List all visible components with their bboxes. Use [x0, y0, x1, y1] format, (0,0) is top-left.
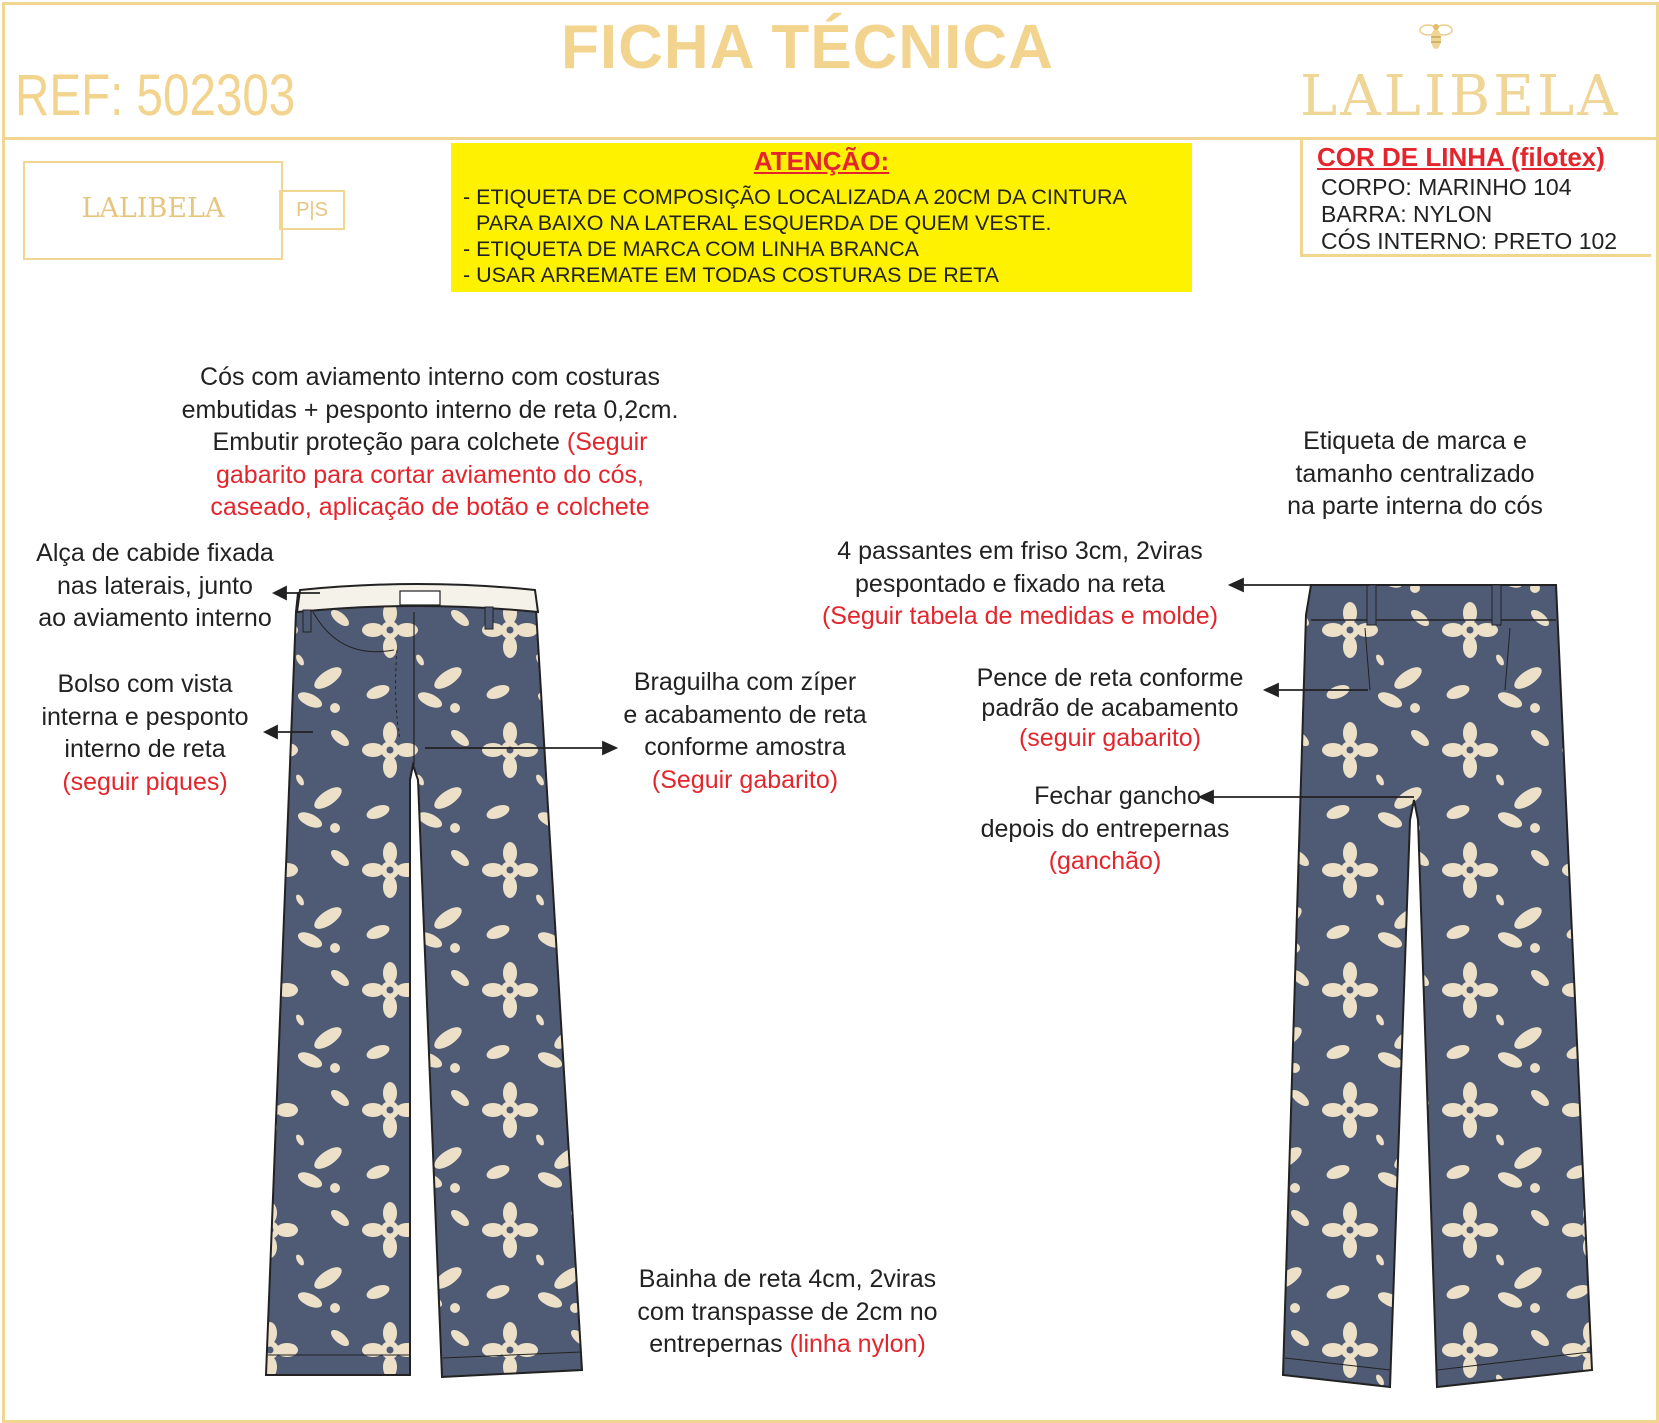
- label-brand-text: LALIBELA: [81, 193, 225, 224]
- thread-color-line: CÓS INTERNO: PRETO 102: [1321, 228, 1618, 254]
- note-belt-loops: [800, 535, 1240, 633]
- note-text-red: (linha nylon): [789, 1330, 926, 1358]
- note-line: (Seguir gabarito): [651, 765, 839, 794]
- note-hanger-loop: [10, 537, 300, 635]
- note-brand-label: [1255, 425, 1575, 523]
- thread-color-line: BARRA: NYLON: [1321, 201, 1493, 227]
- note-line: interna e pesponto: [41, 702, 249, 731]
- note-line: depois do entrepernas: [980, 814, 1230, 843]
- note-line: 4 passantes em friso 3cm, 2viras: [837, 537, 1203, 565]
- note-line: gabarito para cortar aviamento do cós,: [215, 460, 644, 489]
- note-text-red: (Seguir: [566, 428, 648, 456]
- note-line: [600, 1328, 975, 1361]
- note-line: caseado, aplicação de botão e colchete: [210, 493, 650, 521]
- thread-color-line: CORPO: MARINHO 104: [1321, 174, 1572, 200]
- back-pants-drawing: [1283, 585, 1592, 1387]
- note-line: com transpasse de 2cm no: [637, 1297, 938, 1326]
- attention-title: ATENÇÃO:: [753, 146, 890, 176]
- note-line: Bolso com vista: [57, 670, 233, 698]
- page-title: FICHA TÉCNICA: [561, 13, 1054, 82]
- note-line: tamanho centralizado: [1295, 459, 1535, 488]
- note-line: [120, 426, 740, 459]
- note-line: na parte interna do cós: [1287, 492, 1543, 520]
- note-text: Embutir proteção para colchete: [212, 428, 560, 456]
- note-line: pespontado e fixado na reta: [855, 569, 1165, 598]
- front-pants-drawing: [266, 584, 582, 1377]
- note-line: interno de reta: [64, 735, 226, 763]
- note-line: Braguilha com zíper: [633, 668, 857, 696]
- note-line: embutidas + pesponto interno de reta 0,2cm.: [181, 395, 679, 424]
- note-line: Fechar gancho: [1034, 782, 1201, 810]
- reference-number: REF: 502303: [15, 63, 296, 128]
- note-dart: [945, 663, 1275, 753]
- note-line: (seguir piques): [62, 767, 228, 796]
- note-line: (Seguir tabela de medidas e molde): [821, 602, 1219, 630]
- note-pocket: [15, 668, 275, 798]
- brand-logo: LALIBELA: [1300, 64, 1621, 129]
- note-line: (ganchão): [1048, 847, 1162, 875]
- note-line: ao aviamento interno: [38, 604, 272, 632]
- size-label-sample: P|S: [279, 190, 345, 230]
- note-crotch: [950, 780, 1260, 878]
- note-line: conforme amostra: [644, 733, 846, 761]
- note-line: Alça de cabide fixada: [36, 539, 274, 567]
- note-line: e acabamento de reta: [623, 700, 867, 729]
- attention-line: - USAR ARREMATE EM TODAS COSTURAS DE RETA: [463, 263, 999, 287]
- note-line: Etiqueta de marca e: [1303, 427, 1527, 455]
- attention-line: - ETIQUETA DE MARCA COM LINHA BRANCA: [463, 237, 919, 261]
- note-line: Cós com aviamento interno com costuras: [200, 363, 660, 391]
- thread-color-title: COR DE LINHA (filotex): [1317, 142, 1605, 172]
- note-line: (seguir gabarito): [1018, 724, 1202, 752]
- note-line: Pence de reta conforme: [976, 664, 1244, 692]
- note-line: nas laterais, junto: [57, 571, 253, 600]
- note-hem: [600, 1263, 975, 1361]
- note-fly: [590, 666, 900, 796]
- note-text: entrepernas: [649, 1330, 783, 1358]
- note-line: Bainha de reta 4cm, 2viras: [638, 1265, 937, 1293]
- attention-line: PARA BAIXO NA LATERAL ESQUERDA DE QUEM VESTE.: [476, 211, 1052, 235]
- attention-line: - ETIQUETA DE COMPOSIÇÃO LOCALIZADA A 20CM DA CINTURA: [463, 185, 1127, 209]
- note-waistband: [120, 361, 740, 524]
- note-line: padrão de acabamento: [981, 694, 1239, 722]
